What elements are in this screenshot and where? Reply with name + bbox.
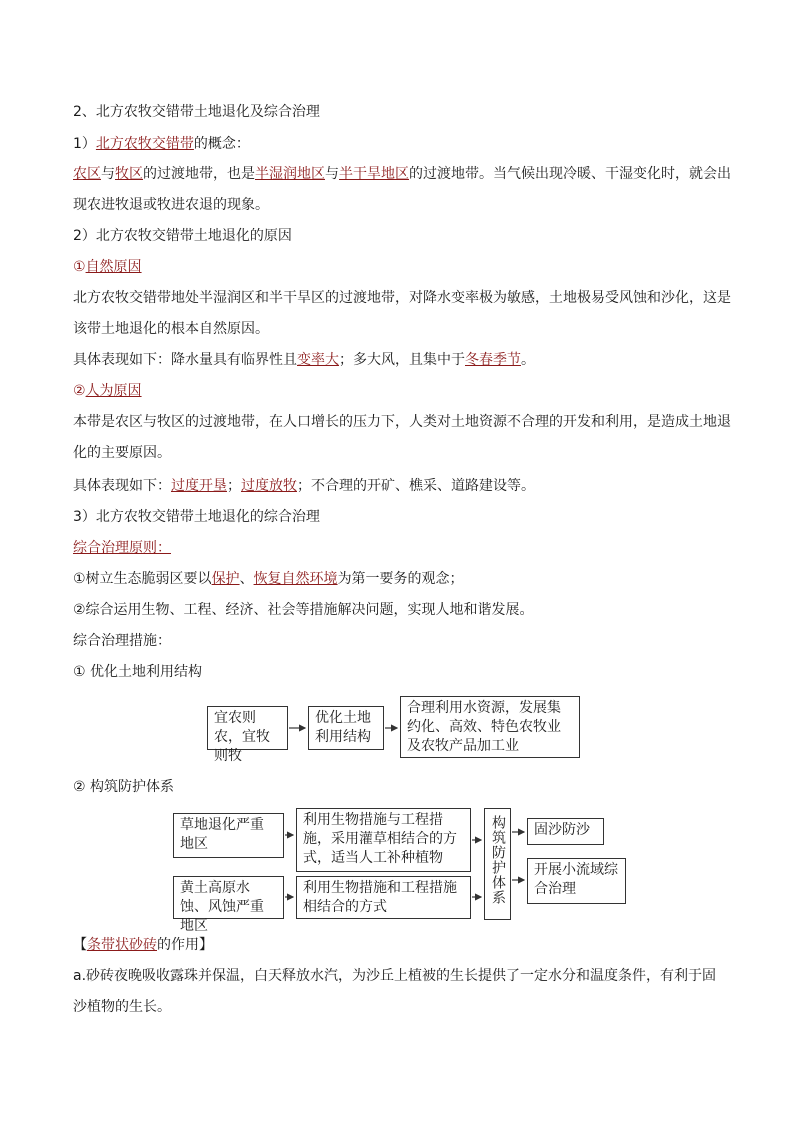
natural-p2: 该带土地退化的根本自然原因。	[73, 321, 269, 337]
human-p1: 本带是农区与牧区的过渡地带，在人口增长的压力下，人类对土地资源不合理的开发和利用，是造成土地退	[73, 414, 731, 430]
s1-num: 1）	[73, 136, 96, 152]
text-seg: ；不合理的开矿、樵采、道路建设等。	[297, 478, 535, 494]
text-seg: 与	[101, 166, 115, 182]
s1-term: 北方农牧交错带	[95, 136, 194, 152]
bricks-p1: a.砂砖夜晚吸收露珠并保温，白天释放水汽，为沙丘上植被的生长提供了一定水分和温度条件，有利于固	[73, 968, 717, 984]
term-bricks: 条带状砂砖	[87, 937, 157, 953]
s1-line2: 现农进牧退或牧进农退的现象。	[73, 197, 269, 213]
text-seg: 为第一要务的观念；	[337, 571, 464, 587]
term-semi-arid: 半干旱地区	[339, 166, 409, 182]
text-seg: ；多大风，且集中于	[339, 352, 465, 368]
text-seg: ；	[227, 478, 241, 494]
text-seg: 、	[239, 571, 254, 587]
d1-box-optimize: 优化土地利用结构	[308, 706, 384, 750]
term-variability: 变率大	[297, 352, 339, 368]
text-seg: 的过渡地带，也是	[143, 166, 255, 182]
term-restore: 恢复自然环境	[253, 571, 338, 587]
s1-suffix: 的概念：	[193, 136, 250, 152]
text-seg: ①树立生态脆弱区要以	[73, 571, 212, 587]
d2-sand-fix: 固沙防沙	[527, 818, 604, 845]
natural-cause: 自然原因	[85, 259, 142, 275]
principle2: ②综合运用生物、工程、经济、社会等措施解决问题，实现人地和谐发展。	[73, 602, 534, 618]
text-seg: 具体表现如下：降水量具有临界性且	[73, 352, 297, 368]
measures-label: 综合治理措施：	[73, 633, 171, 649]
d2-watershed: 开展小流域综合治理	[527, 858, 626, 904]
text-seg: 的作用】	[157, 937, 213, 953]
d1-box-suit: 宜农则农，宜牧则牧	[207, 706, 288, 750]
term-protect: 保护	[211, 571, 240, 587]
natural-p1: 北方农牧交错带地处半湿润区和半干旱区的过渡地带，对降水变率极为敏感，土地极易受风蚀和沙化，这是	[73, 290, 731, 306]
d2-protection-system: 构筑防护体系	[484, 808, 511, 920]
s3-title: 3）北方农牧交错带土地退化的综合治理	[73, 509, 320, 525]
text-seg: 具体表现如下：	[73, 478, 171, 494]
d2-bio-shrub: 利用生物措施与工程措施，采用灌草相结合的方式，适当人工补种植物	[296, 808, 471, 872]
principle-label: 综合治理原则：	[73, 540, 171, 556]
d2-grassland: 草地退化严重地区	[173, 813, 284, 858]
human-num: ②	[73, 383, 86, 399]
term-over-grazing: 过度放牧	[241, 478, 297, 494]
term-over-cultivation: 过度开垦	[171, 478, 227, 494]
measure2: ② 构筑防护体系	[73, 779, 175, 795]
d2-loess: 黄土高原水蚀、风蚀严重地区	[173, 876, 284, 919]
bricks-p2: 沙植物的生长。	[73, 999, 171, 1015]
d1-box-rational: 合理利用水资源，发展集约化、高效、特色农牧业及农牧产品加工业	[400, 696, 580, 758]
text-seg: 。	[521, 352, 535, 368]
section-title: 2、北方农牧交错带土地退化及综合治理	[73, 104, 320, 120]
human-cause: 人为原因	[85, 383, 142, 399]
natural-num: ①	[73, 259, 86, 275]
bricks-title	[73, 935, 213, 955]
text-seg: 【	[73, 937, 87, 953]
term-winter-spring: 冬春季节	[465, 352, 521, 368]
term-nongqu: 农区	[73, 166, 101, 182]
s2-title: 2）北方农牧交错带土地退化的原因	[73, 228, 292, 244]
measure1: ① 优化土地利用结构	[73, 664, 203, 680]
text-seg: 的过渡地带。当气候出现冷暖、干湿变化时，就会出	[409, 166, 731, 182]
human-p2: 化的主要原因。	[73, 445, 171, 461]
term-semi-humid: 半湿润地区	[255, 166, 325, 182]
term-muqu: 牧区	[115, 166, 143, 182]
text-seg: 与	[325, 166, 339, 182]
d2-bio-combined: 利用生物措施和工程措施相结合的方式	[296, 876, 471, 919]
